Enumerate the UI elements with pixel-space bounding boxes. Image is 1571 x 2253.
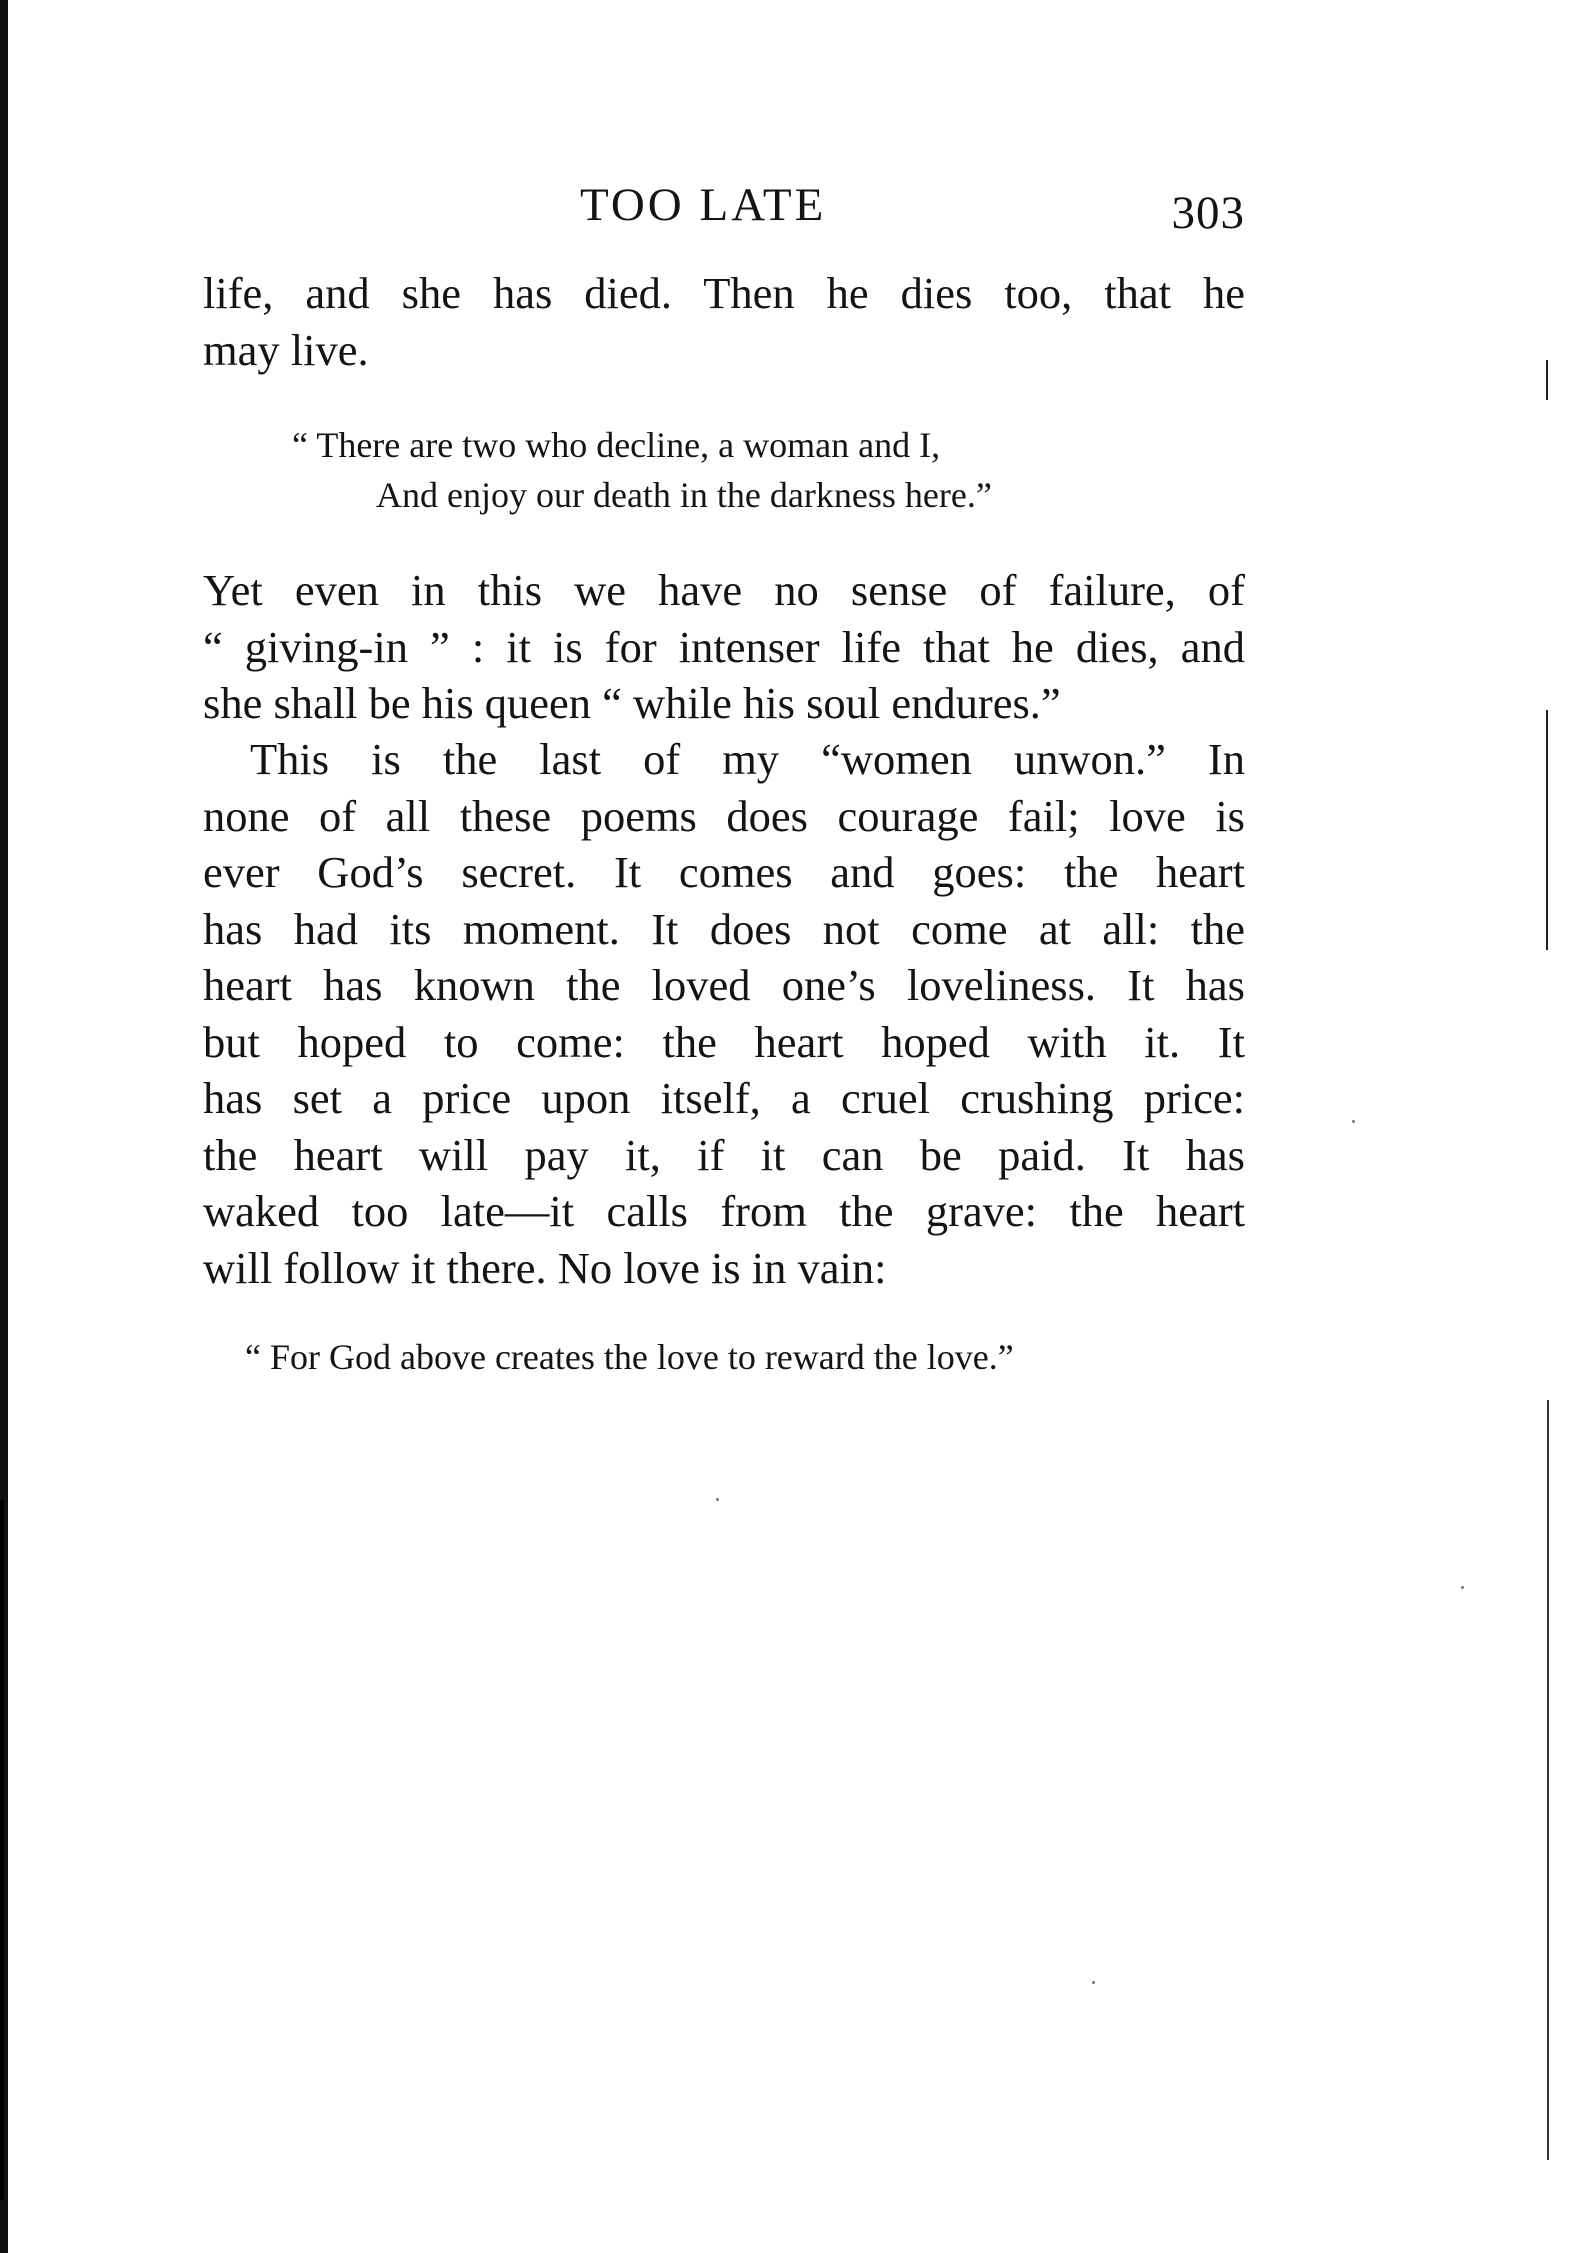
paragraph-1 [203,265,1245,378]
running-title: TOO LATE [580,179,827,231]
paragraph-3 [203,731,1245,1296]
text-line: she shall be his queen “ while his soul endures.” [203,678,1061,728]
text-line: This is the last of my “women unwon.” In [250,734,1245,784]
text-line: may live. [203,324,369,375]
text-line: has set a price upon itself, a cruel crushing price: [203,1073,1245,1123]
text-line: waked too late—it calls from the grave: the heart [203,1186,1245,1236]
verse-quote-1-line-2: And enjoy our death in the darkness here.” [376,475,992,515]
page-header [200,178,1245,248]
text-line: the heart will pay it, if it can be paid. It has [203,1129,1245,1180]
scan-mark [1546,360,1548,400]
scan-speck [1461,1586,1464,1589]
paragraph-2 [203,562,1245,732]
text-line: life, and she has died. Then he dies too, that he [203,268,1245,318]
scan-mark [1547,1400,1549,2160]
scan-speck [716,1498,719,1501]
verse-quote-2: “ For God above creates the love to reward the love.” [245,1337,1014,1377]
scan-speck [1092,1981,1095,1984]
text-line: none of all these poems does courage fail; love is [203,790,1245,841]
text-line: “ giving-in ” : it is for intenser life that he dies, and [203,621,1245,672]
verse-quote-1-line-1: “ There are two who decline, a woman and I, [292,425,941,465]
text-line: ever God’s secret. It comes and goes: the heart [203,847,1245,897]
page-number: 303 [1171,187,1245,239]
text-line: but hoped to come: the heart hoped with it. It [203,1016,1245,1067]
scan-mark [0,1500,4,2200]
scan-mark [1546,710,1548,950]
text-line: heart has known the loved one’s loveliness. It has [203,960,1245,1010]
text-line: has had its moment. It does not come at all: the [203,903,1245,954]
scan-speck [1352,1120,1355,1123]
text-line: Yet even in this we have no sense of failure, of [203,565,1245,615]
text-line: will follow it there. No love is in vain: [203,1242,887,1293]
